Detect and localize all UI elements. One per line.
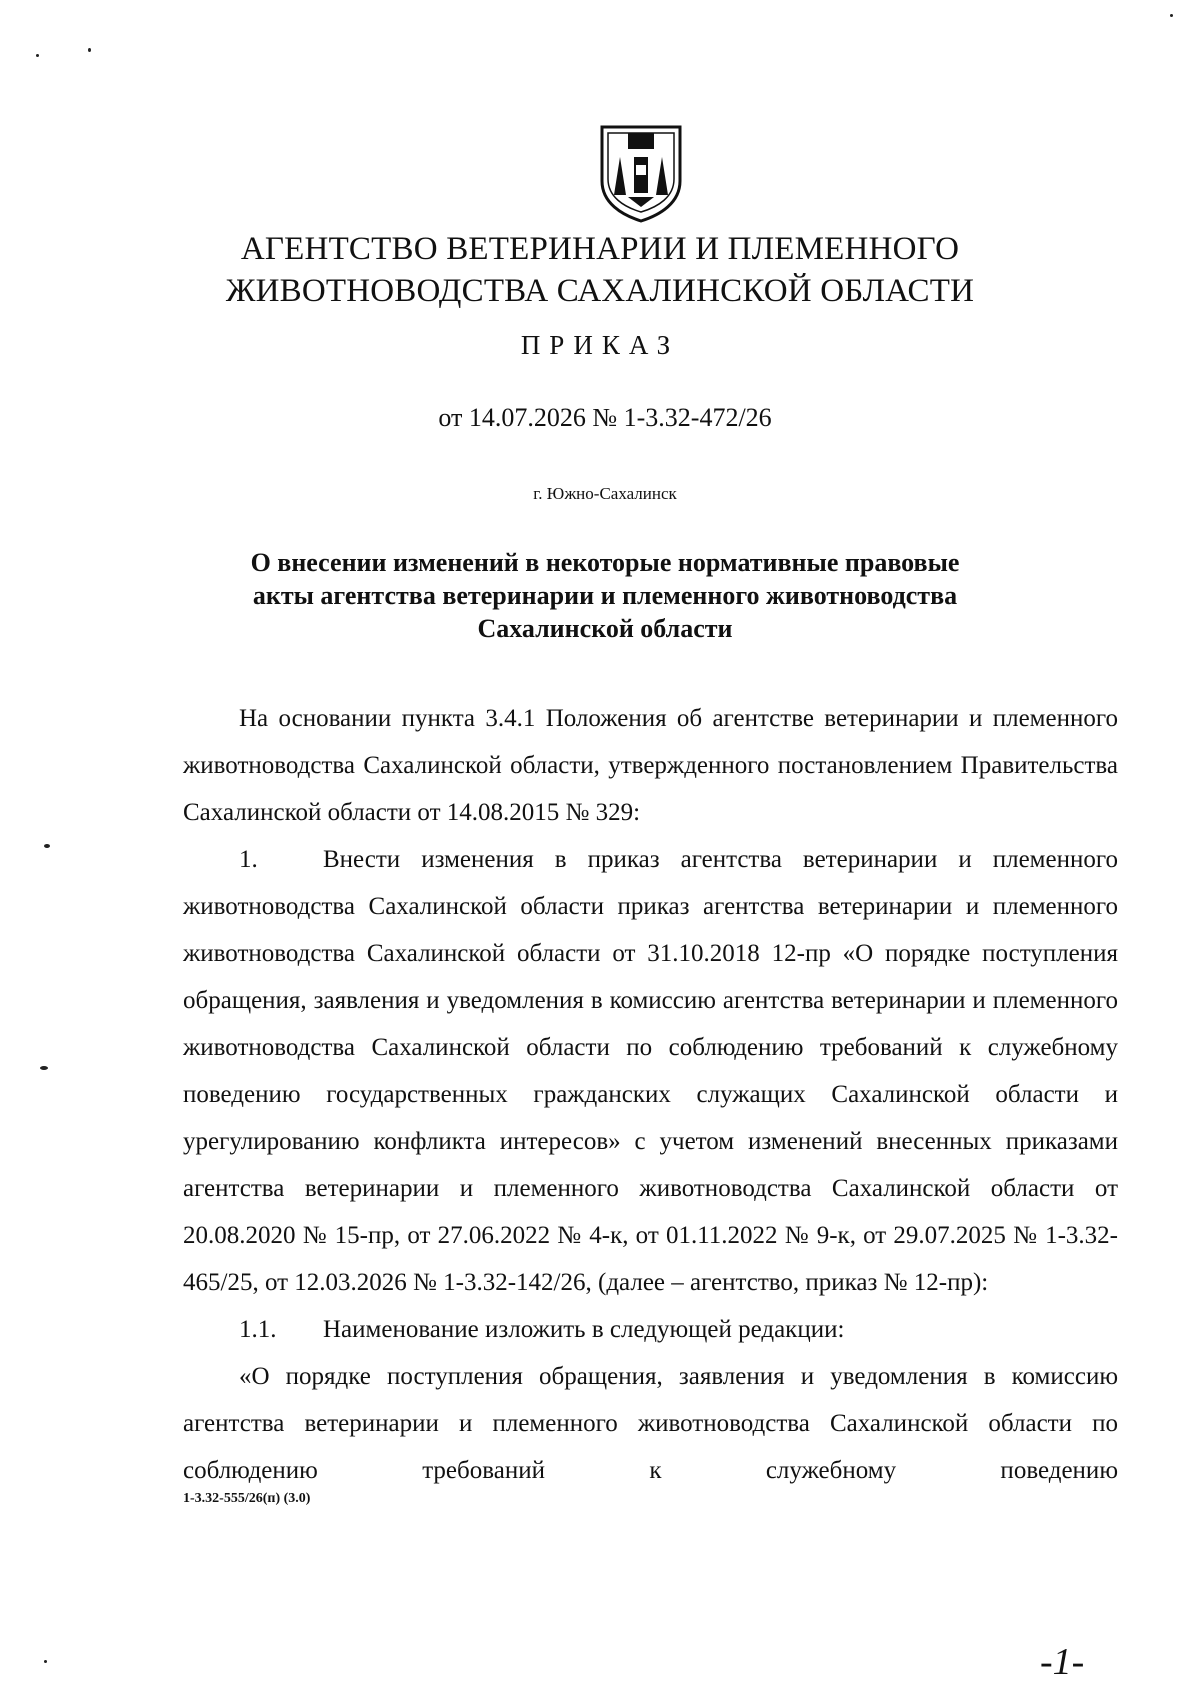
item-1-1-text: Наименование изложить в следующей редакции:	[323, 1316, 845, 1343]
item-1-number: 1.	[239, 846, 258, 873]
item-1-1-paragraph	[183, 1306, 1118, 1353]
preamble-paragraph: На основании пункта 3.4.1 Положения об агентстве ветеринарии и племенного животноводства Сахалинской области, утвержденного постановлением Правительства Сахалинской области от 14.08.2015 № 329:	[183, 705, 1118, 826]
scan-speck	[36, 54, 39, 57]
subject-line-3: Сахалинской области	[477, 614, 733, 643]
organization-name	[180, 228, 1020, 312]
subject-line-1: О внесении изменений в некоторые нормативные правовые	[250, 548, 960, 577]
city-name: г. Южно-Сахалинск	[533, 484, 677, 503]
subject-line-2: акты агентства ветеринарии и племенного животноводства	[252, 581, 958, 610]
coat-of-arms-icon	[598, 123, 684, 223]
quote-paragraph: «О порядке поступления обращения, заявления и уведомления в комиссию агентства ветеринарии и племенного животноводства Сахалинской области по соблюдению требований к служебному поведению	[183, 1363, 1118, 1484]
item-1-text: Внести изменения в приказ агентства ветеринарии и племенного животноводства Сахалинской области приказ агентства ветеринарии и племенного животноводства Сахалинской области от 31.10.2018 12-пр «О порядке поступления обращения, заявления и уведомления в комиссию агентства ветеринарии и племенного животноводства Сахалинской области по соблюдению требований к служебному поведению государственных гражданских служащих Сахалинской области и урегулированию конфликта интересов» с учетом изменений внесенных приказами агентства ветеринарии и племенного животноводства Сахалинской области от 20.08.2020 № 15-пр, от 27.06.2022 № 4-к, от 01.11.2022 № 9-к, от 29.07.2025 № 1-3.32-465/25, от 12.03.2026 № 1-3.32-142/26, (далее – агентство, приказ № 12-пр):	[183, 846, 1118, 1296]
scan-speck	[44, 844, 50, 848]
document-subject	[240, 546, 970, 645]
scan-speck	[1170, 14, 1173, 17]
document-number: от 14.07.2026 № 1-3.32-472/26	[438, 403, 772, 432]
item-1-1-number: 1.1.	[239, 1316, 277, 1343]
scan-speck	[44, 1660, 47, 1663]
document-type: ПРИКАЗ	[520, 330, 680, 360]
organization-line-2: ЖИВОТНОВОДСТВА САХАЛИНСКОЙ ОБЛАСТИ	[225, 273, 975, 309]
page-number: -1-	[1040, 1641, 1085, 1683]
item-1-paragraph	[183, 836, 1118, 1306]
organization-line-1: АГЕНТСТВО ВЕТЕРИНАРИИ И ПЛЕМЕННОГО	[240, 231, 960, 267]
scan-speck	[88, 48, 91, 52]
scan-speck	[40, 1066, 48, 1070]
document-body	[183, 695, 1118, 1494]
document-code: 1-3.32-555/26(п) (3.0)	[183, 1491, 311, 1506]
